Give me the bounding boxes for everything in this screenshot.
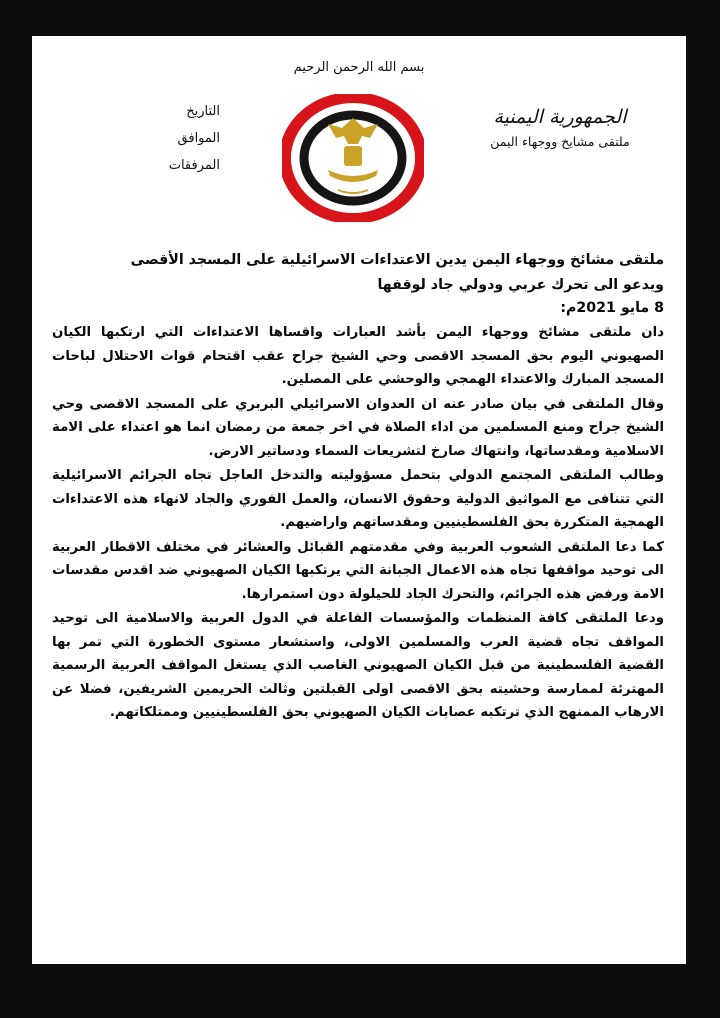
letter-page — [32, 36, 686, 964]
attachments-label: المرفقات — [168, 158, 220, 173]
basmala-text: بسم الله الرحمن الرحيم — [293, 60, 425, 75]
body-paragraph: دان ملتقى مشائخ ووجهاء اليمن بأشد العبارات واقساها الاعتداءات التي ارتكبها الكيان الصهيوني اليوم بحق المسجد الاقصى وحي الشيخ جراح عقب اقتحام قوات الاحتلال لباحات المسجد المبارك والاعتداء الهمجي والوحشي على المصلين. — [52, 325, 664, 387]
body-paragraph: كما دعا الملتقى الشعوب العربية وفي مقدمتهم القبائل والعشائر في مختلف الاقطار العربية الى توحيد مواقفها تجاه هذه الاعمال الجبانة التي يرتكبها الكيان الصهيوني ضد اقدس مقدسات الامة ورفض هذه الجرائم، والتحرك الجاد للحيلولة دون استمرارها. — [52, 539, 664, 602]
body-paragraph: ودعا الملتقى كافة المنظمات والمؤسسات الفاعلة في الدول العربية والاسلامية الى توحيد المواقف تجاه قضية العرب والمسلمين الاولى، واستشعار مستوى الخطورة التي تمر بها القضية الفلسطينية من قبل الكيان الصهيوني الغاصب الذي يستغل المواقف العربية الرسمية المهترئة لممارسة وحشيته بحق الاقصى اولى القبلتين وثالث الحريمين الشريفين، فضلا عن الارهاب الممنهج الذي ترتكبه عصابات الكيان الصهيوني بحق الفلسطينيين وممتلكاتهم. — [52, 611, 664, 720]
date-label: التاريخ — [186, 104, 220, 119]
forum-emblem-logo — [282, 94, 424, 222]
corresponding-label: الموافق — [177, 131, 220, 146]
forum-name: ملتقى مشايخ ووجهاء اليمن — [490, 134, 630, 149]
emblem-icon — [282, 94, 424, 222]
body-paragraph: وطالب الملتقى المجتمع الدولي بتحمل مسؤوليته والتدخل العاجل تجاه الجرائم الاسرائيلية التي تتنافى مع المواثيق الدولية وحقوق الانسان، والعمل الفوري والجاد لانهاء هذه الاعتداءات الهمجية المتكررة بحق الفلسطينيين ومقدساتهم واراضيهم. — [52, 468, 664, 530]
body-paragraph: وقال الملتقى في بيان صادر عنه ان العدوان الاسرائيلي البربري على المسجد الاقصى وحي الشيخ جراح ومنع المسلمين من اداء الصلاة في اخر جمعة من رمضان انما هو اعتداء على الامة الاسلامية ومقدساتها، وانتهاك صارخ لتشريعات السماء ودساتير الارض. — [52, 396, 664, 459]
letter-meta-fields — [156, 98, 220, 179]
letterhead-organization — [460, 106, 660, 149]
republic-title: الجمهورية اليمنية — [493, 106, 627, 128]
headline-line: ويدعو الى تحرك عربي ودولي جاد لوقفها — [377, 277, 664, 293]
headline-line: ملتقى مشائخ ووجهاء اليمن يدين الاعتداءات الاسرائيلية على المسجد الأقصى — [130, 252, 664, 268]
statement-body — [52, 248, 664, 726]
statement-date: 8 مايو 2021م: — [560, 300, 664, 316]
